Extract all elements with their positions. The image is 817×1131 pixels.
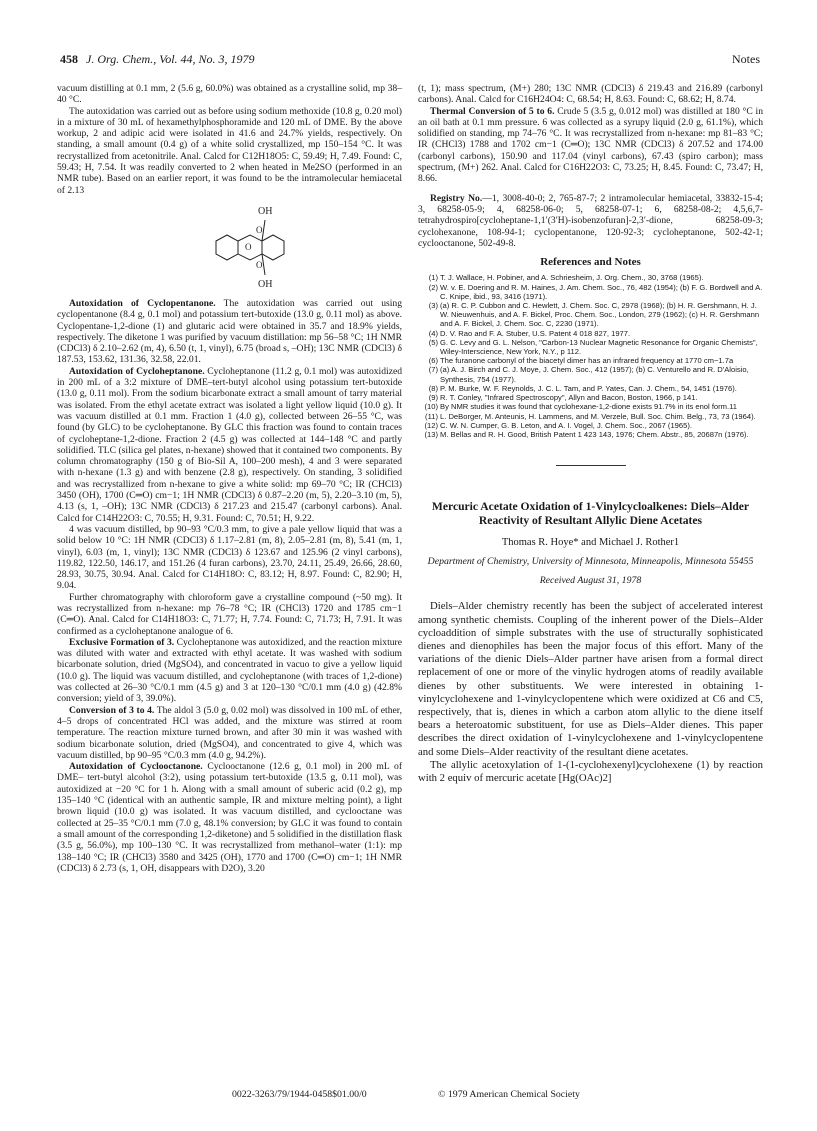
reference-text: The furanone carbonyl of the biacetyl dimer has an infrared frequency at 1770 cm−1.7a: [440, 356, 734, 366]
reference-text: (a) R. C. P. Cubbon and C. Hewlett, J. Chem. Soc. C, 2978 (1968); (b) H. R. Gershmann, H. J. W. Nieuwenhuis, and A. F. Bickel, Proc. Chem. Soc., London, 279 (1962); (c) H. R. Gershmann and A. F. Bickel, J. Chem. Soc. C, 2230 (1971).: [440, 301, 760, 329]
registry-text: —1, 3008-40-0; 2, 765-87-7; 2 intramolecular hemiacetal, 33832-15-4; 3, 68258-05-9; 4, 68258-06-0; 5, 68258-07-1; 6, 68258-08-2; 4,5,6,7-tetrahydrospiro[cycloheptane-1,1′(3′H)-isobenzofuran]-2,3′-dione, 68258-09-3; cyclohexanone, 108-94-1; cyclopentanone, 120-92-3; cycloheptanone, 502-42-1; cyclooctanone, 502-49-8.: [418, 192, 763, 249]
page-number: 458: [60, 52, 78, 66]
reference-number: (2): [428, 282, 438, 292]
reference-number: (1): [428, 273, 438, 283]
reference-text: T. J. Wallace, H. Pobiner, and A. Schriesheim, J. Org. Chem., 30, 3768 (1965).: [440, 273, 704, 283]
paragraph: [57, 366, 402, 524]
reference-number: (9): [428, 393, 438, 403]
paragraph-text: Cyclooctanone (12.6 g, 0.1 mol) in 200 mL of DME– tert-butyl alcohol (3:2), using potassium tert-butoxide (13.5 g, 0.11 mol), was autoxidized at −20 °C for 1 h. Along with a small amount of suberic acid (0.2 g), mp 135–140 °C (identical with an authentic sample, IR and mixture melting point), a light brown liquid (10.0 g) was isolated. It was vacuum distilled, and cyclooctane was collected at 25–35 °C/0.1 mm (7.0 g, 48.1% conversion; by GLC it was found to contain a small amount of the corresponding 1,2-diketone) and 5 solidified in the distillation flask (3.5 g, 56.0%), mp 100–130 °C. It was recrystallized from methanol–water (1:1): mp 138–140 °C; IR (CHCl3) 3580 and 3425 (OH), 1770 and 1700 (C═O) cm−1; 1H NMR (CDCl3) δ 2.73 (s, 1, OH, disappears with D2O), 3.20: [57, 761, 403, 874]
reference-number: (10): [424, 402, 438, 412]
paragraph-text: The aldol 3 (5.0 g, 0.02 mol) was dissolved in 100 mL of ether, 4–5 drops of concentrated HCl was added, and the mixture was stirred at room temperature. The reaction mixture turned brown, and after 30 min it was washed with sodium bicarbonate solution, dried (MgSO4), and concentrated to give 4, which was vacuum distilled, bp 90–95 °C/0.3 mm (4.0 g, 94.2%).: [57, 704, 402, 761]
article-authors: Thomas R. Hoye* and Michael J. Rother1: [501, 536, 680, 548]
reference-item: [418, 356, 763, 365]
reference-item: [418, 393, 763, 402]
oxygen-label: O: [256, 259, 263, 270]
registry-heading: Registry No.: [430, 192, 483, 204]
reference-item: [418, 365, 763, 383]
right-column: [418, 83, 763, 785]
reference-number: (5): [428, 337, 438, 347]
reference-number: (13): [424, 429, 438, 439]
paragraph: The allylic acetoxylation of 1-(1-cyclohexenyl)cyclohexene (1) by reaction with 2 equiv of mercuric acetate [Hg(OAc)2]: [418, 758, 763, 784]
reference-text: P. M. Burke, W. F. Reynolds, J. C. L. Tam, and P. Yates, Can. J. Chem., 54, 1451 (1976).: [440, 383, 737, 393]
paragraph: Further chromatography with chloroform gave a crystalline compound (~50 mg). It was recrystallized from n-hexane: mp 76–78 °C; IR (CHCl3) 1720 and 1785 cm−1 (C═O). Anal. Calcd for C14H18O3: C, 71.77; H, 7.74. Found: C, 71.73; H, 7.91. It was confirmed as a cycloheptanone analogue of 6.: [57, 591, 402, 637]
reference-item: [418, 412, 763, 421]
section-label: Notes: [732, 52, 760, 66]
reference-text: G. C. Levy and G. L. Nelson, "Carbon-13 Nuclear Magnetic Resonance for Organic Chemists", Wiley-Interscience, New York, N.Y., p 112.: [440, 337, 758, 357]
right-cyclohexane-ring: [262, 235, 284, 260]
paragraph-text: The autoxidation was carried out using cyclopentanone (8.4 g, 0.1 mol) and potassium tert-butoxide (13.0 g, 0.11 mol) as above. Cyclopentane-1,2-dione (1) and glutaric acid were obtained in 35.7 and 18.9% yields, respectively. The diketone 1 was purified by vacuum distillation: mp 56–58 °C; 1H NMR (CDCl3) δ 2.10–2.62 (m, 4), 6.50 (t, 1, vinyl), 6.75 (broad s, –OH); 13C NMR (CDCl3) δ 187.53, 153.62, 131.36, 32.58, 22.01.: [57, 297, 402, 366]
paragraph-heading: Exclusive Formation of 3.: [69, 636, 175, 648]
author-affiliation: Department of Chemistry, University of Minnesota, Minneapolis, Minnesota 55455: [427, 556, 754, 568]
page-header: [60, 52, 760, 70]
article-divider: [556, 465, 626, 466]
reference-text: R. T. Conley, "Infrared Spectroscopy", Allyn and Bacon, Boston, 1966, p 141.: [440, 393, 698, 403]
journal-citation: J. Org. Chem., Vol. 44, No. 3, 1979: [86, 52, 255, 66]
reference-item: [418, 384, 763, 393]
chemical-structure: [57, 200, 402, 292]
reference-text: C. W. N. Cumper, G. B. Leton, and A. I. Vogel, J. Chem. Soc., 2067 (1965).: [440, 420, 692, 430]
received-date: Received August 31, 1978: [539, 575, 642, 587]
hydroxyl-label-bottom: OH: [258, 278, 273, 290]
reference-text: By NMR studies it was found that cyclohexane-1,2-dione exists 91.7% in its enol form.11: [440, 402, 738, 412]
paragraph: [57, 298, 402, 366]
article-title: Mercuric Acetate Oxidation of 1-Vinylcycloalkenes: Diels–Alder Reactivity of Resultant Allylic Diene Acetates: [431, 500, 750, 527]
article-body: [418, 600, 763, 785]
paragraph-heading: Autoxidation of Cyclooctanone.: [69, 761, 203, 773]
paragraph: [57, 637, 402, 705]
copyright-notice: © 1979 American Chemical Society: [438, 1089, 580, 1100]
paragraph: [418, 106, 763, 185]
paragraph-heading: Autoxidation of Cyclopentanone.: [69, 297, 216, 309]
paragraph-text: Cycloheptanone was autoxidized, and the reaction mixture was diluted with water and extracted with ethyl acetate. It was washed with sodium bicarbonate solution, dried (MgSO4), and concentrated in vacuo to give a yellow liquid (10.0 g). The liquid was vacuum distilled, and cycloheptanone (with traces of 1,2-dione) was collected at 26–30 °C/0.1 mm (4.5 g) and 3 at 120–130 °C/0.1 mm (4.0 g) (42.8% conversion; yield of 3, 39.0%).: [57, 636, 402, 705]
reference-number: (4): [428, 328, 438, 338]
paragraph-text: Cycloheptanone (11.2 g, 0.1 mol) was autoxidized in 200 mL of a 3:2 mixture of DME–tert-butyl alcohol using potassium tert-butoxide (13.0 g, 0.11 mol). From the sodium bicarbonate extract a small amount of tarry material was isolated. From the ethyl acetate extract was isolated a light yellow liquid (10.0 g). It was vacuum distilled at 0.1 mm. Fraction 1 (4.0 g), collected between 26–55 °C, was found (by GLC) to be cycloheptanone. By GLC this fraction was found to contain traces of cycloheptane-1,2-dione. Fraction 2 (4.5 g) was collected at 144–148 °C and partly solidified. TLC (silica gel plates, n-hexane) showed that it contained two components. By column chromatography (150 g of Bio-Sil A, 100–200 mesh), 4 and 3 were separated with n-hexane (1.3 g) and with benzene (2.8 g), respectively. On standing, 3 solidified and was recrystallized from n-hexane to give a white solid: mp 69–70 °C; IR (CHCl3) 3450 (OH), 1700 (C═O) cm−1; 1H NMR (CDCl3) δ 0.87–2.20 (m, 5), 2.20–3.10 (m, 5), 4.13 (s, 1, –OH); 13C NMR (CDCl3) δ 217.23 and 215.47 (carbonyl carbons). Anal. Calcd for C14H22O3: C, 70.55; H, 9.31. Found: C, 70.51; H, 9.22.: [57, 365, 403, 524]
reference-number: (7): [428, 365, 438, 375]
reference-text: W. v. E. Doering and R. M. Haines, J. Am. Chem. Soc., 76, 482 (1954); (b) F. G. Bordwell and A. C. Knipe, ibid., 93, 3416 (1971).: [440, 282, 763, 301]
reference-number: (8): [428, 383, 438, 393]
left-cyclohexane-ring: [216, 235, 238, 260]
references-heading: References and Notes: [540, 256, 641, 269]
paragraph: [57, 705, 402, 761]
paragraph: [57, 761, 402, 874]
hemiacetal-structure-drawing: [57, 200, 402, 292]
oxygen-label: O: [245, 241, 252, 252]
reference-number: (11): [425, 411, 438, 421]
paragraph-heading: Thermal Conversion of 5 to 6.: [430, 105, 555, 117]
paragraph: vacuum distilling at 0.1 mm, 2 (5.6 g, 60.0%) was obtained as a crystalline solid, mp 38–40 °C.: [57, 83, 402, 106]
paragraph-text: Crude 5 (3.5 g, 0.012 mol) was distilled at 180 °C in an oil bath at 0.1 mm pressure. 6 was collected as a syrupy liquid (2.0 g, 61.1%), which solidified on standing, mp 74–76 °C. It was recrystallized from n-hexane: mp 81–83 °C; IR (CHCl3) 1788 and 1702 cm−1 (C═O); 13C NMR (CDCl3) δ 207.52 and 174.00 (carbonyl carbons), 150.90 and 117.04 (vinyl carbons), 67.43 (spiro carbon); mass spectrum, (M+) 262. Anal. Calcd for C16H22O3: C, 73.25; H, 8.45. Found: C, 73.47; H, 8.66.: [418, 105, 763, 185]
paragraph: (t, 1); mass spectrum, (M+) 280; 13C NMR (CDCl3) δ 219.43 and 216.89 (carbonyl carbons). Anal. Calcd for C16H24O4: C, 68.54; H, 8.63. Found: C, 68.62; H, 8.74.: [418, 83, 763, 106]
reference-number: (6): [428, 356, 438, 366]
reference-text: L. DeBorger, M. Anteunis, H. Lammens, and M. Verzele, Bull. Soc. Chim. Belg., 73, 73 (1964).: [440, 411, 756, 421]
article-code: 0022-3263/79/1944-0458$01.00/0: [232, 1089, 367, 1100]
reference-item: [418, 273, 763, 282]
reference-number: (12): [424, 420, 438, 430]
reference-item: [418, 329, 763, 338]
paragraph: Diels–Alder chemistry recently has been the subject of accelerated interest among synthetic chemists. Coupling of the inherent power of the Diels–Alder cycloaddition of simple substrates with the use of structurally sophisticated dienes and dienophiles has been the major focus of this effort. Many of the variations of the dienic Diels–Alder partner have arisen from a formal direct replacement of one or more of the vinylic hydrogen atoms of readily available dienes by other substituents. We were interested in obtaining 1-vinylcyclohexene and 1-vinylcyclopentene which were oxidized at C6 and C5, respectively, that is, dienes in which a carbon atom allylic to the diene itself bears a heteroatomic substituent, for use as Diels–Alder dienes. This paper describes the direct oxidation of 1-vinylcyclohexene and 1-vinylcyclopentene and some Diels–Alder reactivity of the resultant diene acetates.: [418, 600, 763, 758]
registry-paragraph: [418, 193, 763, 249]
reference-number: (3): [428, 301, 438, 311]
reference-item: [418, 301, 763, 329]
oxygen-label: O: [256, 224, 263, 235]
paragraph-heading: Autoxidation of Cycloheptanone.: [69, 365, 205, 377]
hydroxyl-label-top: OH: [258, 205, 273, 217]
reference-item: [418, 421, 763, 430]
reference-text: D. V. Rao and F. A. Stuber, U.S. Patent 4 018 827, 1977.: [440, 328, 631, 338]
reference-item: [418, 283, 763, 301]
paragraph-heading: Conversion of 3 to 4.: [69, 704, 155, 716]
left-column: [57, 83, 402, 874]
reference-item: [418, 338, 763, 356]
paragraph: 4 was vacuum distilled, bp 90–93 °C/0.3 mm, to give a pale yellow liquid that was a solid below 10 °C: 1H NMR (CDCl3) δ 1.17–2.81 (m, 8), 2.05–2.81 (m, 8), 5.41 (m, 1, vinyl), 6.03 (m, 1, vinyl); 13C NMR (CDCl3) δ 123.67 and 125.96 (2 vinyl carbons), 119.82, 122.50, 146.17, and 151.26 (4 furan carbons), 23.70, 24.11, 25.49, 26.66, 28.60, 28.93, 30.75, 30.94. Anal. Calcd for C14H18O: C, 83.12; H, 8.97. Found: C, 82.90; H, 9.04.: [57, 523, 402, 592]
paragraph: The autoxidation was carried out as before using sodium methoxide (10.8 g, 0.20 mol) in a mixture of 30 mL of hexamethylphosphoramide and 120 mL of DME. By the above workup, 2 and adipic acid were isolated in 41.6 and 24.7% yields, respectively. On standing, a small amount (0.4 g) of a white solid crystallized, mp 150–154 °C. It was recrystallized from acetonitrile. Anal. Calcd for C12H18O5: C, 59.49; H, 7.49. Found: C, 59.43; H, 7.54. It was readily converted to 2 when heated in Me2SO (performed in an NMR tube). Based on an earlier report, it was found to be the intramolecular hemiacetal of 2.13: [57, 105, 402, 196]
reference-text: (a) A. J. Birch and C. J. Moye, J. Chem. Soc., 412 (1957); (b) C. Venturello and R. D'Aloisio, Synthesis, 754 (1977).: [440, 365, 749, 384]
page-footer: [0, 1089, 817, 1103]
references-list: [418, 273, 763, 439]
reference-text: M. Bellas and R. H. Good, British Patent 1 423 143, 1976; Chem. Abstr., 85, 20687n (1976).: [440, 429, 749, 439]
reference-item: [418, 402, 763, 411]
reference-item: [418, 430, 763, 439]
